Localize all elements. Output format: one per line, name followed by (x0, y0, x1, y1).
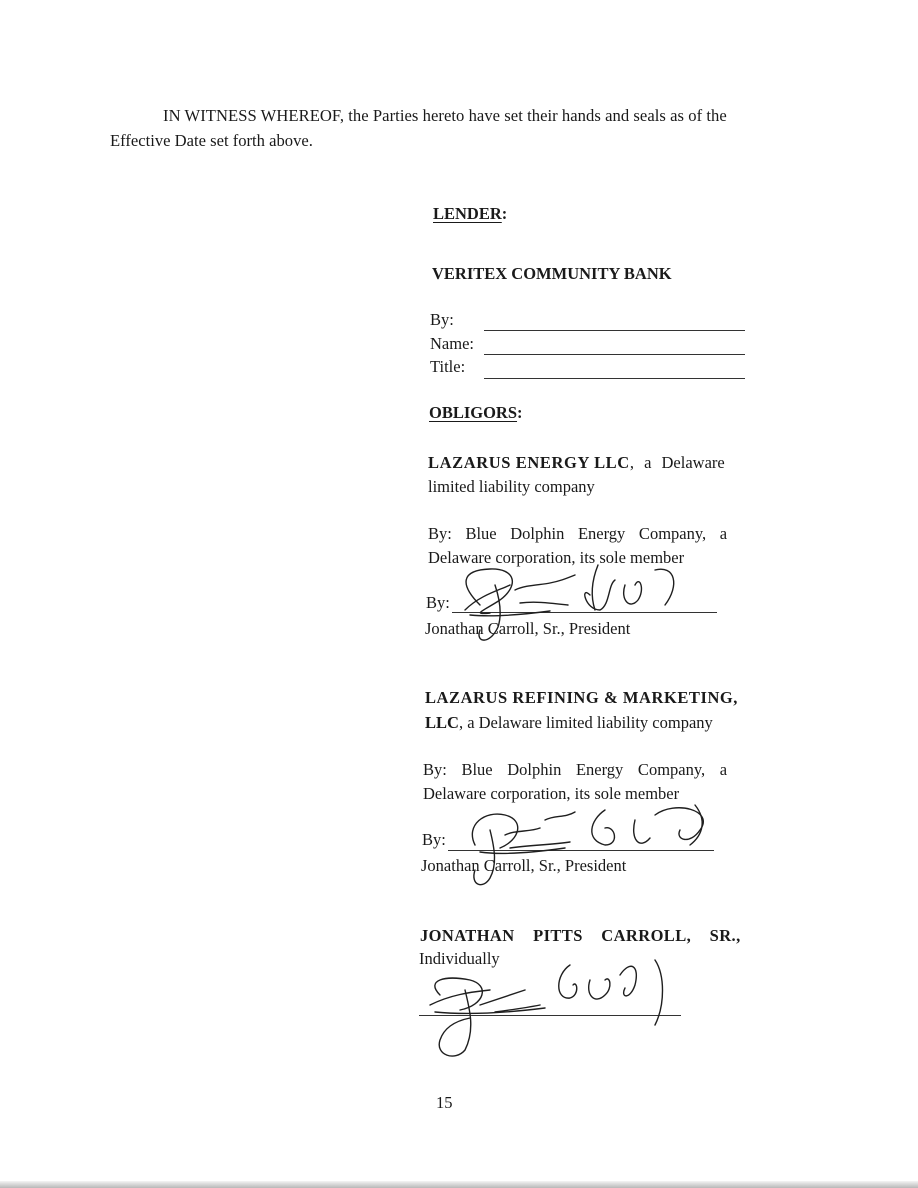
scan-bottom-edge (0, 1181, 918, 1188)
lender-title-line[interactable] (484, 378, 745, 379)
lender-name: VERITEX COMMUNITY BANK (432, 264, 672, 283)
lender-name-label: Name: (430, 334, 474, 353)
lender-by-line[interactable] (484, 330, 745, 331)
witness-line-1: IN WITNESS WHEREOF, the Parties hereto have set their hands and seals as of the (163, 106, 727, 125)
lazarus-refining-desc: , a Delaware limited liability company (458, 713, 713, 732)
lazarus-refining-by-line-2: Delaware corporation, its sole member (423, 784, 680, 803)
witness-line-2: Effective Date set forth above. (110, 131, 313, 150)
lender-heading-text: LENDER (433, 204, 502, 223)
obligors-heading (429, 403, 523, 423)
lazarus-energy-name: LAZARUS ENERGY LLC (428, 453, 630, 472)
lender-heading (433, 204, 507, 224)
obligors-heading-text: OBLIGORS (429, 403, 518, 422)
lazarus-refining-signer-name: Jonathan Carroll, Sr., President (421, 856, 627, 875)
obligors-heading-colon: : (517, 403, 523, 422)
lazarus-refining-llc: LLC (425, 713, 459, 732)
lazarus-energy-signature-icon (440, 555, 700, 655)
lender-name-line[interactable] (484, 354, 745, 355)
lazarus-energy-by-line-1: By: Blue Dolphin Energy Company, a (428, 524, 728, 543)
lazarus-energy-desc: , a Delaware (629, 453, 725, 472)
lazarus-energy-signer-name: Jonathan Carroll, Sr., President (425, 619, 631, 638)
page-number: 15 (436, 1093, 453, 1112)
lender-title-label: Title: (430, 357, 466, 376)
lazarus-energy-signer-by: By: (426, 593, 450, 612)
individual-signature-icon (415, 950, 685, 1070)
lazarus-refining-line-1: LAZARUS REFINING & MARKETING, (425, 688, 738, 707)
lazarus-refining-by-line-1: By: Blue Dolphin Energy Company, a (423, 760, 728, 779)
lazarus-energy-line-2: limited liability company (428, 477, 595, 496)
lazarus-refining-signature-icon (445, 790, 715, 900)
lender-heading-colon: : (501, 204, 508, 223)
individual-desc: Individually (419, 949, 500, 968)
individual-name: JONATHAN PITTS CARROLL, SR., (420, 926, 741, 945)
lazarus-energy-line-1 (428, 453, 758, 473)
individual-name-comma: , (736, 926, 741, 945)
individual-name-row (420, 926, 755, 946)
lazarus-refining-signer-by: By: (422, 830, 446, 849)
lazarus-energy-by-line-2: Delaware corporation, its sole member (428, 548, 685, 567)
lazarus-refining-line-2 (425, 713, 713, 733)
lender-by-label: By: (430, 310, 454, 329)
